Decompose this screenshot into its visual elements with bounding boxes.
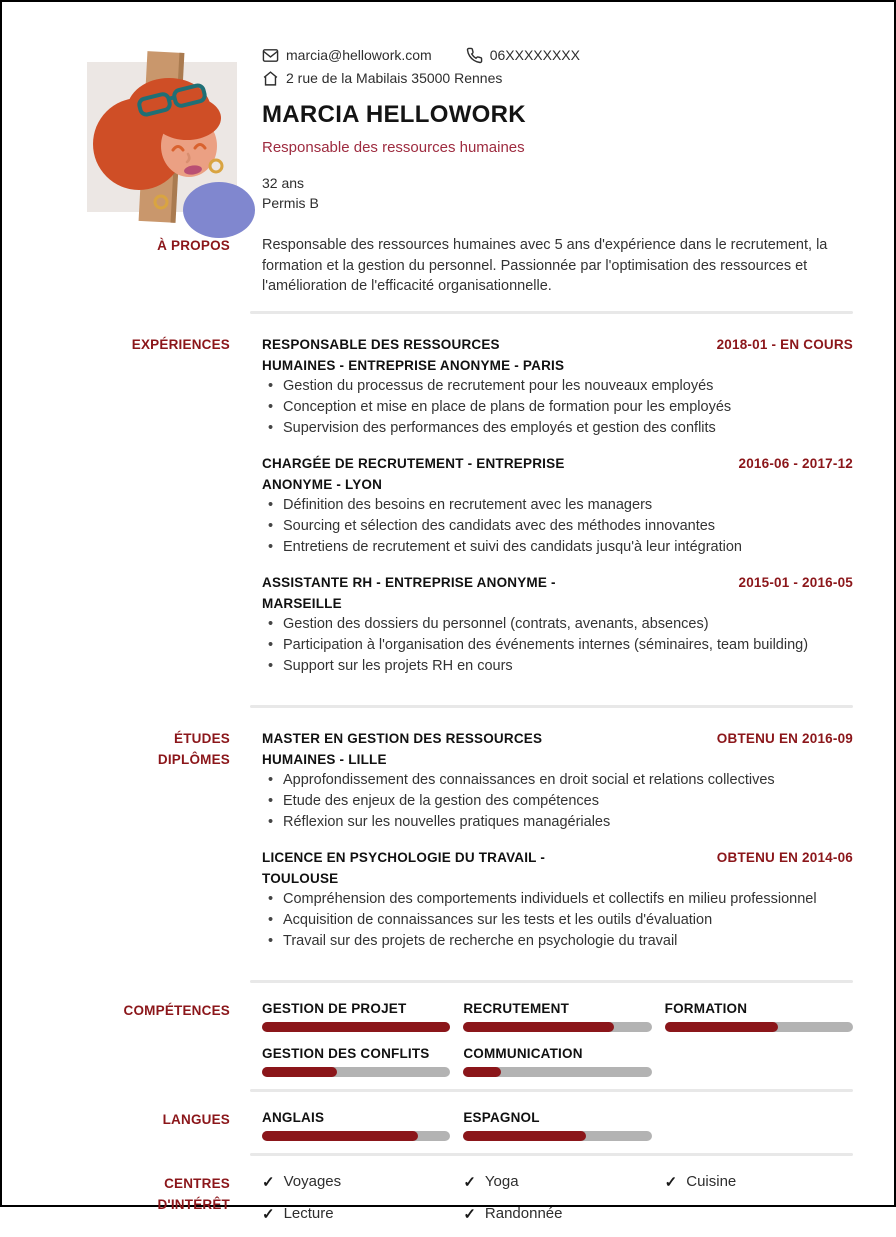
experience-date: 2015-01 - 2016-05 bbox=[738, 574, 853, 590]
candidate-license: Permis B bbox=[262, 195, 319, 211]
envelope-icon bbox=[262, 47, 279, 64]
experiences-list bbox=[262, 334, 853, 691]
language-item bbox=[262, 1109, 450, 1141]
interest-text: Yoga bbox=[484, 1173, 519, 1190]
bullet-item: • Entretiens de recrutement et suivi des candidats jusqu'à leur intégration bbox=[262, 537, 853, 558]
email-contact bbox=[262, 47, 432, 64]
bullet-item: • Gestion des dossiers du personnel (contrats, avenants, absences) bbox=[262, 614, 853, 635]
phone-contact bbox=[466, 47, 580, 64]
interest-text: Cuisine bbox=[686, 1173, 737, 1190]
section-about bbox=[2, 213, 894, 311]
interests-grid bbox=[262, 1173, 853, 1223]
skills-grid bbox=[262, 1000, 853, 1077]
language-name: ESPAGNOL bbox=[463, 1109, 540, 1125]
education-item bbox=[262, 847, 853, 952]
check-icon: ✓ bbox=[262, 1173, 275, 1191]
bullet-item: • Réflexion sur les nouvelles pratiques managériales bbox=[262, 812, 853, 833]
address-text: 2 rue de la Mabilais 35000 Rennes bbox=[286, 70, 503, 86]
language-item bbox=[463, 1109, 651, 1141]
skill-name: GESTION DE PROJET bbox=[262, 1000, 407, 1016]
skill-item bbox=[262, 1045, 450, 1077]
experience-title: CHARGÉE DE RECRUTEMENT - ENTREPRISE ANONYME - LYON bbox=[262, 455, 565, 492]
skill-item bbox=[665, 1000, 853, 1032]
phone-text: 06XXXXXXXX bbox=[489, 47, 580, 63]
education-date: OBTENU EN 2014-06 bbox=[716, 849, 853, 865]
interests-label: CENTRES D'INTÉRÊT bbox=[157, 1175, 230, 1212]
skill-bar-fill bbox=[262, 1022, 450, 1032]
candidate-job-title: Responsable des ressources humaines bbox=[262, 139, 525, 156]
bullet-item: • Travail sur des projets de recherche en psychologie du travail bbox=[262, 931, 853, 952]
bullet-item: • Définition des besoins en recrutement avec les managers bbox=[262, 495, 853, 516]
email-text: marcia@hellowork.com bbox=[286, 47, 432, 63]
skill-item bbox=[262, 1000, 450, 1032]
interest-text: Voyages bbox=[283, 1173, 342, 1190]
bullet-item: • Gestion du processus de recrutement pour les nouveaux employés bbox=[262, 376, 853, 397]
languages-label: LANGUES bbox=[162, 1111, 230, 1127]
education-list bbox=[262, 728, 853, 966]
skill-bar-fill bbox=[463, 1022, 614, 1032]
education-bullets bbox=[262, 770, 853, 833]
contact-row-1 bbox=[262, 44, 853, 66]
languages-grid bbox=[262, 1109, 853, 1141]
education-bullets bbox=[262, 889, 853, 952]
education-label: ÉTUDES DIPLÔMES bbox=[157, 730, 230, 767]
bullet-item: • Acquisition de connaissances sur les tests et les outils d'évaluation bbox=[262, 910, 853, 931]
section-education bbox=[2, 708, 894, 980]
bullet-item: • Conception et mise en place de plans de formation pour les employés bbox=[262, 397, 853, 418]
skill-bar-fill bbox=[665, 1022, 778, 1032]
education-title: LICENCE EN PSYCHOLOGIE DU TRAVAIL - TOULOUSE bbox=[262, 849, 546, 886]
experiences-label: EXPÉRIENCES bbox=[131, 336, 230, 352]
avatar-illustration bbox=[87, 62, 237, 212]
interest-item bbox=[262, 1205, 450, 1223]
check-icon: ✓ bbox=[664, 1173, 678, 1191]
interest-item bbox=[665, 1173, 853, 1191]
interest-item bbox=[262, 1173, 450, 1191]
education-title: MASTER EN GESTION DES RESSOURCES HUMAINES - LILLE bbox=[262, 730, 543, 767]
language-name: ANGLAIS bbox=[262, 1109, 325, 1125]
experience-item bbox=[262, 572, 853, 677]
section-interests bbox=[2, 1156, 894, 1237]
language-bar-fill bbox=[262, 1131, 418, 1141]
check-icon: ✓ bbox=[262, 1205, 275, 1223]
skill-name: COMMUNICATION bbox=[463, 1045, 583, 1061]
bullet-item: • Sourcing et sélection des candidats avec des méthodes innovantes bbox=[262, 516, 853, 537]
skill-name: FORMATION bbox=[664, 1000, 748, 1016]
candidate-name: MARCIA HELLOWORK bbox=[262, 101, 526, 128]
skill-bar-track bbox=[262, 1067, 450, 1077]
language-bar-track bbox=[262, 1131, 450, 1141]
bullet-item: • Compréhension des comportements individuels et collectifs en milieu professionnel bbox=[262, 889, 853, 910]
candidate-meta bbox=[262, 173, 853, 213]
language-bar-track bbox=[463, 1131, 651, 1141]
education-item bbox=[262, 728, 853, 833]
skill-bar-track bbox=[463, 1022, 651, 1032]
skill-bar-fill bbox=[262, 1067, 337, 1077]
bullet-item: • Approfondissement des connaissances en droit social et relations collectives bbox=[262, 770, 853, 791]
experience-bullets bbox=[262, 614, 853, 677]
skill-bar-fill bbox=[463, 1067, 501, 1077]
interest-text: Lecture bbox=[283, 1205, 334, 1222]
bullet-item: • Support sur les projets RH en cours bbox=[262, 656, 853, 677]
skill-name: GESTION DES CONFLITS bbox=[262, 1045, 430, 1061]
experience-title: ASSISTANTE RH - ENTREPRISE ANONYME - MARSEILLE bbox=[262, 574, 556, 611]
bullet-item: • Supervision des performances des employés et gestion des conflits bbox=[262, 418, 853, 439]
skill-item bbox=[463, 1045, 651, 1077]
experience-bullets bbox=[262, 376, 853, 439]
about-label: À PROPOS bbox=[157, 238, 230, 253]
skill-bar-track bbox=[665, 1022, 853, 1032]
skill-item bbox=[463, 1000, 651, 1032]
experience-item bbox=[262, 334, 853, 439]
skill-name: RECRUTEMENT bbox=[463, 1000, 570, 1016]
language-bar-fill bbox=[463, 1131, 585, 1141]
experience-item bbox=[262, 453, 853, 558]
experience-bullets bbox=[262, 495, 853, 558]
interest-item bbox=[463, 1205, 651, 1223]
check-icon: ✓ bbox=[463, 1173, 476, 1191]
section-languages bbox=[2, 1092, 894, 1153]
interest-item bbox=[463, 1173, 651, 1191]
home-icon bbox=[262, 70, 279, 87]
bullet-item: • Etude des enjeux de la gestion des compétences bbox=[262, 791, 853, 812]
interest-text: Randonnée bbox=[484, 1205, 563, 1222]
phone-icon bbox=[466, 47, 483, 64]
candidate-age: 32 ans bbox=[262, 175, 305, 191]
bullet-item: • Participation à l'organisation des événements internes (séminaires, team building) bbox=[262, 635, 853, 656]
section-skills bbox=[2, 983, 894, 1089]
section-experiences bbox=[2, 314, 894, 705]
about-text: Responsable des ressources humaines avec 5 ans d'expérience dans le recrutement, la formation et la gestion du personnel. Passionnée par l'optimisation des ressources et l'amélioration de l'efficacité organisationnelle. bbox=[262, 237, 828, 294]
contact-row-2 bbox=[262, 67, 853, 89]
experience-date: 2016-06 - 2017-12 bbox=[738, 455, 853, 471]
skill-bar-track bbox=[262, 1022, 450, 1032]
address-contact bbox=[262, 70, 502, 87]
experience-title: RESPONSABLE DES RESSOURCES HUMAINES - ENTREPRISE ANONYME - PARIS bbox=[262, 336, 565, 373]
profile-photo bbox=[87, 62, 237, 212]
education-date: OBTENU EN 2016-09 bbox=[716, 730, 853, 746]
skill-bar-track bbox=[463, 1067, 651, 1077]
header bbox=[2, 2, 894, 213]
check-icon: ✓ bbox=[463, 1205, 476, 1223]
experience-date: 2018-01 - EN COURS bbox=[716, 336, 853, 352]
skills-label: COMPÉTENCES bbox=[123, 1002, 230, 1018]
